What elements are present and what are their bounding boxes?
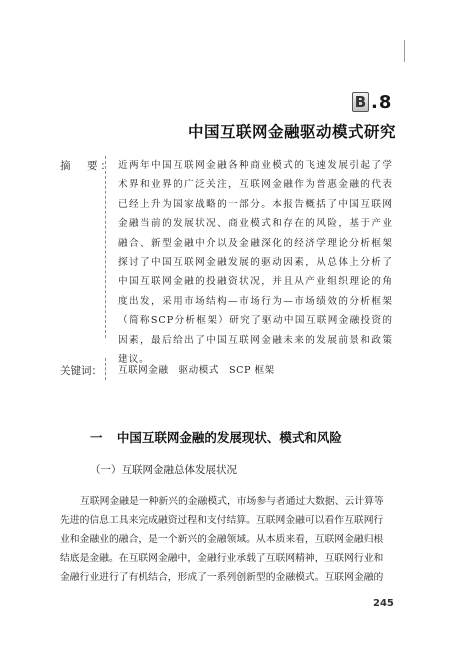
keywords-label: 关键词： bbox=[60, 365, 102, 377]
body-line: 先进的信息工具来完成融资过程和支付结算。互联网金融可以看作互联网行 bbox=[60, 515, 384, 526]
body-line: 业和金融业的融合，是一个新兴的金融领域。从本质来看，互联网金融归根 bbox=[60, 534, 384, 545]
body-line: 结底是金融。在互联网金融中，金融行业承载了互联网精神，互联网行业和 bbox=[60, 553, 384, 564]
body-paragraph bbox=[60, 492, 393, 587]
chapter-badge bbox=[352, 92, 392, 112]
header-rule bbox=[404, 40, 405, 62]
section-title-text: 中国互联网金融的发展现状、模式和风险 bbox=[116, 430, 342, 445]
abstract-label: 摘 要： bbox=[60, 160, 114, 172]
body-line: 互联网金融是一种新兴的金融模式，市场参与者通过大数据、云计算等 bbox=[80, 496, 384, 507]
subsection-heading: （一）互联网金融总体发展状况 bbox=[90, 464, 237, 476]
abstract-divider bbox=[105, 156, 106, 338]
chapter-number: .8 bbox=[371, 91, 393, 113]
body-line: 金融行业进行了有机结合，形成了一系列创新型的金融模式。互联网金融的 bbox=[60, 572, 384, 583]
page-number: 245 bbox=[373, 598, 394, 609]
keywords-text: 互联网金融 驱动模式 SCP 框架 bbox=[118, 365, 275, 376]
section-number: 一 bbox=[90, 430, 103, 445]
chapter-letter-icon: B bbox=[352, 92, 369, 112]
abstract-text: 近两年中国互联网金融各种商业模式的飞速发展引起了学术界和业界的广泛关注，互联网金融作为普惠金融的代表已经上升为国家战略的一部分。本报告概括了中国互联网金融当前的发展状况、商业模式和存在的风险，基于产业融合、新型金融中介以及金融深化的经济学理论分析框架探讨了中国互联网金融发展的驱动因素，从总体上分析了中国互联网金融的投融资状况，并且从产业组织理论的角度出发，采用市场结构—市场行为—市场绩效的分析框架（简称SCP分析框架）研究了驱动中国互联网金融投资的因素，最后给出了中国互联网金融未来的发展前景和政策建议。 bbox=[118, 160, 393, 366]
keywords-divider bbox=[105, 358, 106, 380]
section-heading bbox=[90, 428, 342, 446]
page-title: 中国互联网金融驱动模式研究 bbox=[187, 123, 396, 141]
